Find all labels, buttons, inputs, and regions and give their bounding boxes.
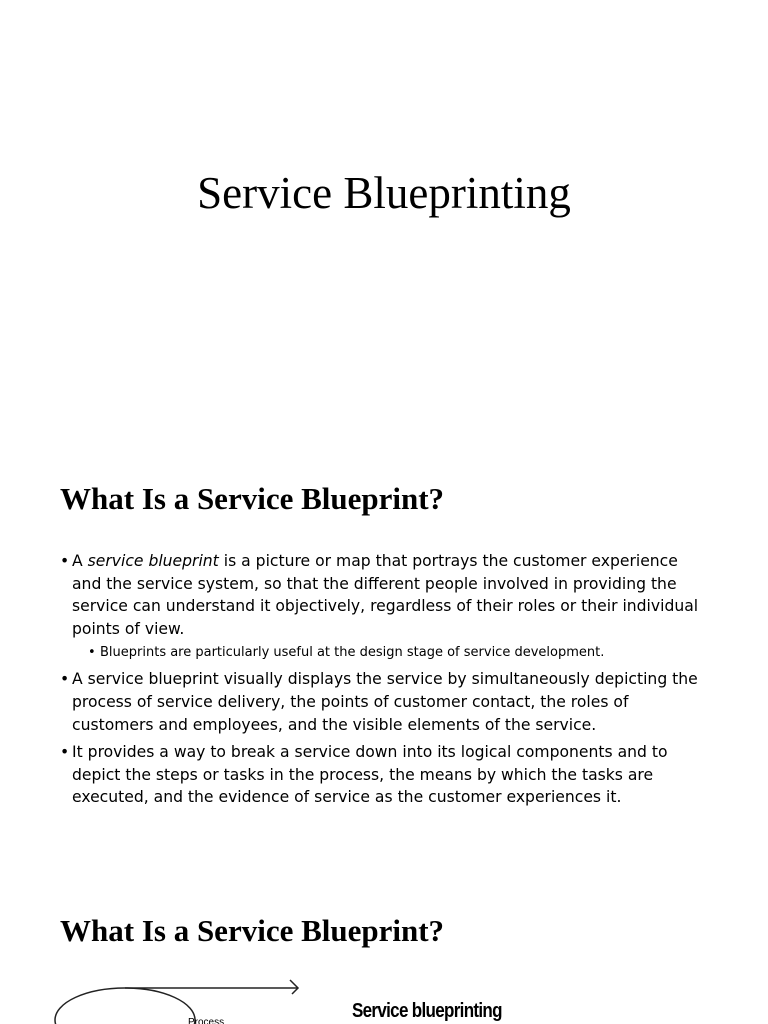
slide-heading: What Is a Service Blueprint? <box>60 481 445 516</box>
bullet-item: • It provides a way to break a service down into its logical components and to depict the steps or tasks in the process, the means by which the tasks are executed, and the evidence of service as the customer experiences it. <box>60 741 710 809</box>
slide-heading: What Is a Service Blueprint? <box>60 913 445 948</box>
process-ellipse <box>55 988 195 1024</box>
diagram-process-label: Process <box>188 1017 225 1024</box>
bullet-text: is a picture or map that portrays the customer experience and the service system, so that the different people involved in providing the service can understand it objectively, regardless of their roles or their individual points of view. <box>72 552 699 638</box>
bullet-term: service blueprint <box>87 552 219 570</box>
sub-bullet-item: • Blueprints are particularly useful at the design stage of service development. <box>60 643 710 663</box>
diagram-slide <box>0 872 768 1024</box>
presentation-title: Service Blueprinting <box>197 168 571 218</box>
title-slide <box>0 0 768 432</box>
bullet-item <box>60 550 710 640</box>
diagram-title: Service blueprinting <box>352 1000 502 1022</box>
definition-slide <box>0 432 768 872</box>
bullet-prefix: A <box>72 552 88 570</box>
bullet-list <box>60 550 710 814</box>
process-arrowhead <box>290 980 298 994</box>
bullet-item: • A service blueprint visually displays the service by simultaneously depicting the process of service delivery, the points of customer contact, the roles of customers and employees, and the visible elements of the service. <box>60 668 710 736</box>
